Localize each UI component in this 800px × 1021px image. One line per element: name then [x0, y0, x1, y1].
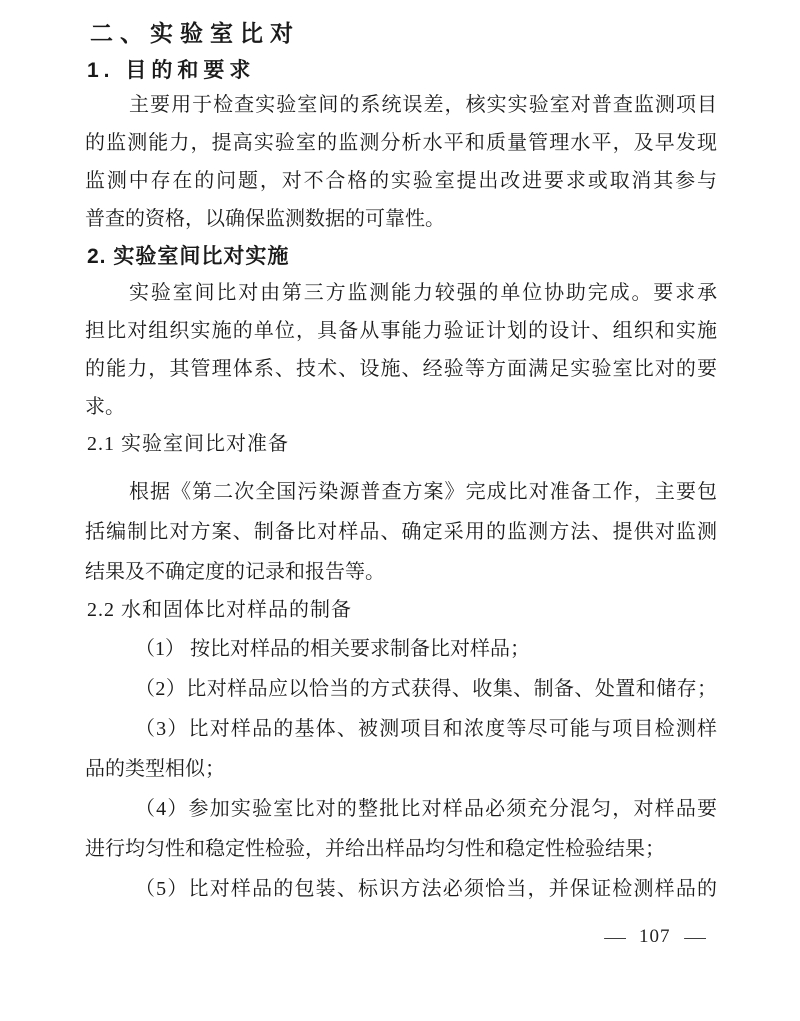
- section-2-2-heading: 2.2 水和固体比对样品的制备: [87, 599, 352, 621]
- list-item-3: （3）比对样品的基体、被测项目和浓度等尽可能与项目检测样: [135, 718, 717, 740]
- paragraph-line: 的监测能力，提高实验室的监测分析水平和质量管理水平，及早发现: [85, 132, 717, 154]
- chapter-title: 二、实验室比对: [90, 20, 300, 46]
- list-item-2: （2）比对样品应以恰当的方式获得、收集、制备、处置和储存；: [135, 678, 717, 700]
- list-item-3-continued: 品的类型相似；: [85, 758, 225, 780]
- paragraph-preparation: [85, 472, 717, 592]
- paragraph-implementation: [85, 274, 717, 426]
- paragraph-line: 根据《第二次全国污染源普查方案》完成比对准备工作，主要包: [129, 481, 717, 503]
- paragraph-line: 监测中存在的问题，对不合格的实验室提出改进要求或取消其参与: [85, 170, 717, 192]
- paragraph-line: 求。: [85, 396, 125, 418]
- paragraph-line: 主要用于检查实验室间的系统误差，核实实验室对普查监测项目: [129, 94, 717, 116]
- list-item-4: （4）参加实验室比对的整批比对样品必须充分混匀，对样品要: [135, 798, 717, 820]
- paragraph-purpose: [85, 86, 717, 238]
- section-2-1-heading: 2.1 实验室间比对准备: [87, 433, 289, 455]
- section-1-heading: 1. 目的和要求: [87, 59, 256, 82]
- paragraph-line: 担比对组织实施的单位，具备从事能力验证计划的设计、组织和实施: [85, 320, 717, 342]
- paragraph-line: 实验室间比对由第三方监测能力较强的单位协助完成。要求承: [129, 282, 717, 304]
- footer-dash-left: —: [604, 926, 626, 947]
- paragraph-line: 普查的资格，以确保监测数据的可靠性。: [85, 208, 445, 230]
- list-sample-requirements: [85, 629, 717, 909]
- page-footer: [606, 926, 704, 948]
- list-item-5: （5）比对样品的包装、标识方法必须恰当，并保证检测样品的: [135, 878, 717, 900]
- section-2-heading: 2. 实验室间比对实施: [87, 245, 290, 268]
- list-item-1: （1） 按比对样品的相关要求制备比对样品；: [135, 638, 530, 660]
- paragraph-line: 的能力，其管理体系、技术、设施、经验等方面满足实验室比对的要: [85, 358, 717, 380]
- page-number: 107: [639, 926, 671, 947]
- paragraph-line: 结果及不确定度的记录和报告等。: [85, 561, 385, 583]
- document-content: [85, 12, 717, 909]
- footer-dash-right: —: [683, 926, 706, 947]
- paragraph-line: 括编制比对方案、制备比对样品、确定采用的监测方法、提供对监测: [85, 521, 717, 543]
- list-item-4-continued: 进行均匀性和稳定性检验，并给出样品均匀性和稳定性检验结果；: [85, 838, 665, 860]
